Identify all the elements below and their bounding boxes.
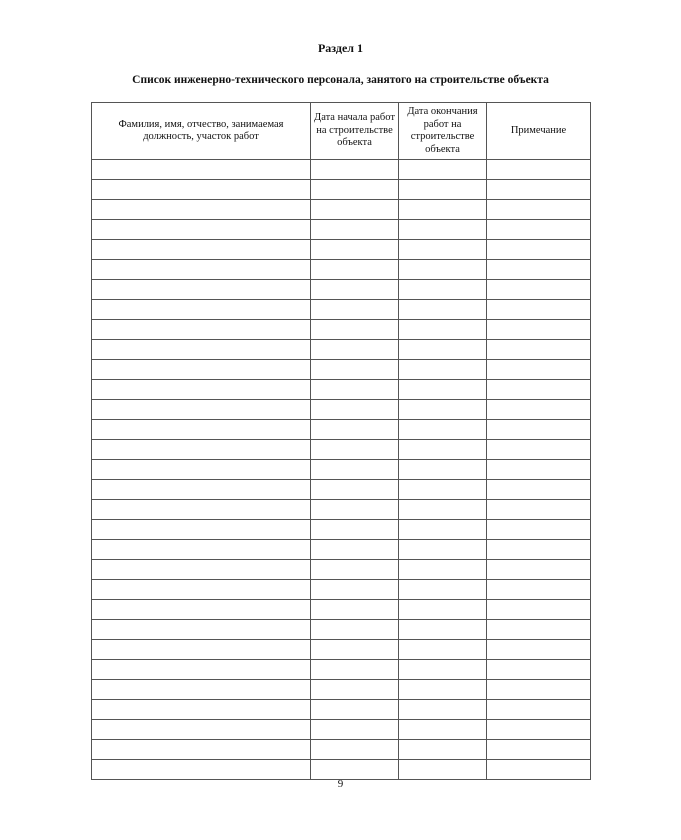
notes-cell	[487, 300, 591, 320]
table-row	[92, 720, 591, 740]
table-row	[92, 440, 591, 460]
table-row	[92, 360, 591, 380]
start-date-cell	[311, 460, 399, 480]
notes-cell	[487, 460, 591, 480]
full-name-cell	[92, 440, 311, 460]
start-date-cell	[311, 440, 399, 460]
end-date-cell	[399, 560, 487, 580]
table-row	[92, 700, 591, 720]
notes-cell	[487, 160, 591, 180]
end-date-cell	[399, 180, 487, 200]
end-date-cell	[399, 760, 487, 780]
full-name-cell	[92, 400, 311, 420]
table-row	[92, 380, 591, 400]
start-date-cell	[311, 480, 399, 500]
end-date-cell	[399, 280, 487, 300]
start-date-cell	[311, 400, 399, 420]
end-date-cell	[399, 580, 487, 600]
full-name-cell	[92, 740, 311, 760]
end-date-cell	[399, 620, 487, 640]
end-date-cell	[399, 500, 487, 520]
table-row	[92, 240, 591, 260]
notes-cell	[487, 560, 591, 580]
header-full-name-position: Фамилия, имя, отчество, занимаемая должность, участок работ	[92, 103, 311, 160]
notes-cell	[487, 380, 591, 400]
end-date-cell	[399, 660, 487, 680]
full-name-cell	[92, 500, 311, 520]
start-date-cell	[311, 700, 399, 720]
full-name-cell	[92, 460, 311, 480]
end-date-cell	[399, 440, 487, 460]
full-name-cell	[92, 360, 311, 380]
full-name-cell	[92, 560, 311, 580]
end-date-cell	[399, 320, 487, 340]
notes-cell	[487, 340, 591, 360]
end-date-cell	[399, 160, 487, 180]
notes-cell	[487, 680, 591, 700]
notes-cell	[487, 600, 591, 620]
notes-cell	[487, 400, 591, 420]
end-date-cell	[399, 680, 487, 700]
end-date-cell	[399, 480, 487, 500]
start-date-cell	[311, 740, 399, 760]
notes-cell	[487, 540, 591, 560]
end-date-cell	[399, 380, 487, 400]
end-date-cell	[399, 300, 487, 320]
table-row	[92, 280, 591, 300]
full-name-cell	[92, 660, 311, 680]
notes-cell	[487, 660, 591, 680]
full-name-cell	[92, 620, 311, 640]
start-date-cell	[311, 360, 399, 380]
table-row	[92, 300, 591, 320]
notes-cell	[487, 180, 591, 200]
table-row	[92, 520, 591, 540]
end-date-cell	[399, 400, 487, 420]
notes-cell	[487, 740, 591, 760]
start-date-cell	[311, 320, 399, 340]
notes-cell	[487, 720, 591, 740]
end-date-cell	[399, 340, 487, 360]
table-row	[92, 560, 591, 580]
table-row	[92, 460, 591, 480]
end-date-cell	[399, 520, 487, 540]
document-title: Список инженерно-технического персонала, занятого на строительстве объекта	[132, 74, 549, 86]
table-row	[92, 320, 591, 340]
table-row	[92, 660, 591, 680]
table-row	[92, 340, 591, 360]
start-date-cell	[311, 720, 399, 740]
table-row	[92, 640, 591, 660]
start-date-cell	[311, 420, 399, 440]
end-date-cell	[399, 260, 487, 280]
start-date-cell	[311, 160, 399, 180]
start-date-cell	[311, 220, 399, 240]
start-date-cell	[311, 760, 399, 780]
end-date-cell	[399, 420, 487, 440]
header-start-date: Дата начала работ на строительстве объекта	[311, 103, 399, 160]
end-date-cell	[399, 360, 487, 380]
start-date-cell	[311, 380, 399, 400]
notes-cell	[487, 280, 591, 300]
end-date-cell	[399, 720, 487, 740]
notes-cell	[487, 200, 591, 220]
notes-cell	[487, 320, 591, 340]
start-date-cell	[311, 680, 399, 700]
start-date-cell	[311, 340, 399, 360]
table-header-row	[92, 103, 591, 160]
full-name-cell	[92, 280, 311, 300]
header-notes: Примечание	[487, 103, 591, 160]
notes-cell	[487, 240, 591, 260]
start-date-cell	[311, 520, 399, 540]
end-date-cell	[399, 540, 487, 560]
start-date-cell	[311, 200, 399, 220]
start-date-cell	[311, 180, 399, 200]
end-date-cell	[399, 740, 487, 760]
full-name-cell	[92, 480, 311, 500]
table-row	[92, 740, 591, 760]
full-name-cell	[92, 300, 311, 320]
table-row	[92, 200, 591, 220]
table-row	[92, 580, 591, 600]
table-row	[92, 500, 591, 520]
notes-cell	[487, 420, 591, 440]
full-name-cell	[92, 720, 311, 740]
full-name-cell	[92, 320, 311, 340]
notes-cell	[487, 580, 591, 600]
header-end-date: Дата окончания работ на строительстве объекта	[399, 103, 487, 160]
start-date-cell	[311, 600, 399, 620]
table-row	[92, 400, 591, 420]
full-name-cell	[92, 600, 311, 620]
start-date-cell	[311, 260, 399, 280]
full-name-cell	[92, 380, 311, 400]
full-name-cell	[92, 260, 311, 280]
end-date-cell	[399, 240, 487, 260]
section-heading: Раздел 1	[317, 41, 364, 55]
full-name-cell	[92, 340, 311, 360]
notes-cell	[487, 500, 591, 520]
full-name-cell	[92, 220, 311, 240]
table-row	[92, 160, 591, 180]
full-name-cell	[92, 240, 311, 260]
start-date-cell	[311, 240, 399, 260]
full-name-cell	[92, 760, 311, 780]
table-row	[92, 420, 591, 440]
full-name-cell	[92, 700, 311, 720]
notes-cell	[487, 360, 591, 380]
notes-cell	[487, 440, 591, 460]
notes-cell	[487, 760, 591, 780]
table-row	[92, 540, 591, 560]
table-row	[92, 680, 591, 700]
full-name-cell	[92, 580, 311, 600]
end-date-cell	[399, 220, 487, 240]
end-date-cell	[399, 600, 487, 620]
full-name-cell	[92, 160, 311, 180]
end-date-cell	[399, 700, 487, 720]
full-name-cell	[92, 200, 311, 220]
start-date-cell	[311, 280, 399, 300]
end-date-cell	[399, 460, 487, 480]
full-name-cell	[92, 420, 311, 440]
personnel-table	[91, 102, 591, 780]
table-row	[92, 260, 591, 280]
start-date-cell	[311, 300, 399, 320]
notes-cell	[487, 640, 591, 660]
full-name-cell	[92, 180, 311, 200]
full-name-cell	[92, 640, 311, 660]
notes-cell	[487, 260, 591, 280]
table-row	[92, 220, 591, 240]
start-date-cell	[311, 640, 399, 660]
full-name-cell	[92, 520, 311, 540]
table-row	[92, 620, 591, 640]
start-date-cell	[311, 580, 399, 600]
notes-cell	[487, 700, 591, 720]
start-date-cell	[311, 560, 399, 580]
full-name-cell	[92, 540, 311, 560]
page-number: 9	[337, 778, 344, 790]
start-date-cell	[311, 500, 399, 520]
table-row	[92, 760, 591, 780]
start-date-cell	[311, 620, 399, 640]
notes-cell	[487, 520, 591, 540]
table-row	[92, 180, 591, 200]
notes-cell	[487, 220, 591, 240]
end-date-cell	[399, 640, 487, 660]
table-row	[92, 600, 591, 620]
end-date-cell	[399, 200, 487, 220]
table-body	[92, 160, 591, 780]
notes-cell	[487, 620, 591, 640]
full-name-cell	[92, 680, 311, 700]
start-date-cell	[311, 540, 399, 560]
notes-cell	[487, 480, 591, 500]
table-row	[92, 480, 591, 500]
start-date-cell	[311, 660, 399, 680]
